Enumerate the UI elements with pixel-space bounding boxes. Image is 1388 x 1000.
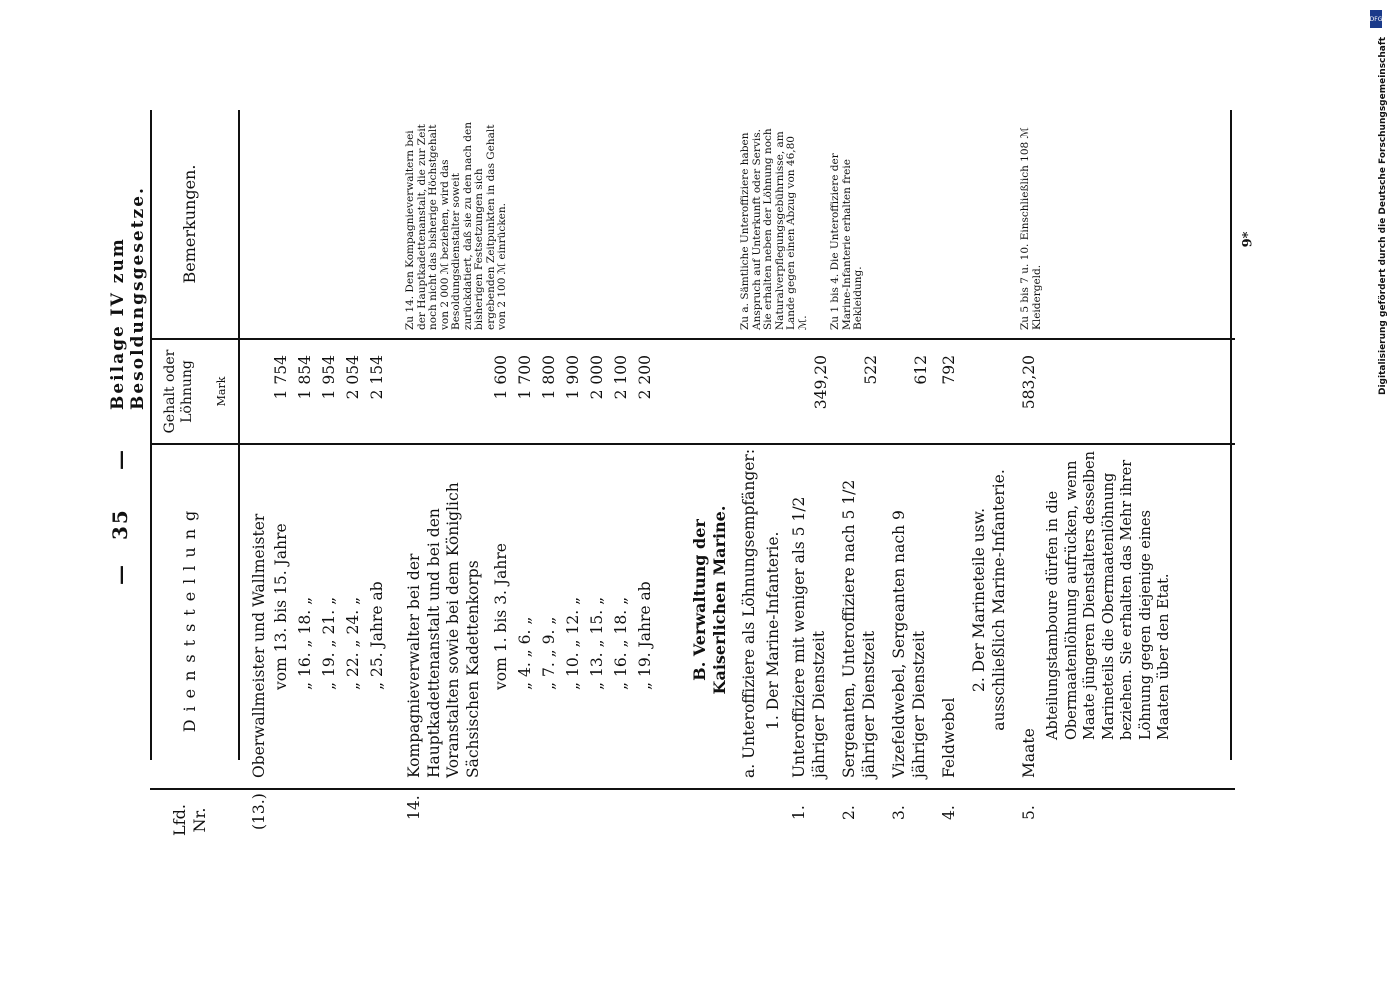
- row-b5-value: 583,20: [1020, 355, 1038, 410]
- col-header-bemerkungen: Bemerkungen.: [180, 164, 199, 284]
- section-b-sub-a: a. Unteroffiziere als Löhnungsempfänger:: [740, 448, 758, 778]
- row-13-step-1: vom 13. bis 15. Jahre: [272, 523, 290, 690]
- col-header-gehalt: Gehalt oder Löhnung: [162, 349, 195, 434]
- col-header-dienststellung: Dienststellung: [180, 502, 199, 733]
- section-b-remark-1-4: Zu 1 bis 4. Die Unteroffiziere der Marine-Infanterie erhalten freie Bekleidung.: [829, 153, 864, 330]
- row-b5-remark: Zu 5 bis 7 u. 10. Einschließlich 108 ℳ Kleidergeld.: [1019, 127, 1043, 330]
- row-13-value-3: 1 954: [320, 355, 338, 400]
- row-14-value-3: 1 800: [540, 355, 558, 400]
- row-13-value-2: 1 854: [296, 355, 314, 400]
- table-bottom-border: [1230, 110, 1232, 760]
- header-dash-right: —: [108, 448, 132, 470]
- row-13-value-5: 2 154: [368, 355, 386, 400]
- row-b1-nr: 1.: [790, 805, 808, 820]
- row-b5-nr: 5.: [1020, 805, 1038, 820]
- row-14-value-5: 2 000: [588, 355, 606, 400]
- digitization-credit: [1366, 36, 1388, 400]
- row-13-step-2: „ 16. „ 18. „: [296, 596, 314, 690]
- header-dash-left: —: [108, 563, 132, 585]
- col-header-lfd-nr: Lfd. Nr.: [170, 804, 209, 836]
- col-divider-bemerkungen: [150, 338, 1235, 340]
- row-b3-text: Vizefeldwebel, Sergeanten nach 9 jähriger Dienstzeit: [890, 510, 928, 778]
- row-14-step-4: „ 10. „ 12. „: [564, 596, 582, 690]
- col-header-mark: Mark: [215, 376, 228, 407]
- section-b-sub-1: 1. Der Marine-Infanterie.: [764, 531, 782, 730]
- row-b3-value: 612: [912, 355, 930, 385]
- row-b2-text: Sergeanten, Unteroffiziere nach 5 1/2 jähriger Dienstzeit: [840, 479, 878, 778]
- row-14-value-7: 2 200: [636, 355, 654, 400]
- row-14-value-6: 2 100: [612, 355, 630, 400]
- row-b3-nr: 3.: [890, 805, 908, 820]
- table-top-border: [150, 110, 152, 760]
- row-b1-value: 349,20: [812, 355, 830, 410]
- row-13-nr: (13.): [250, 793, 268, 830]
- digitization-credit-text: Digitalisierung gefördert durch die Deutsche Forschungsgemeinschaft: [1378, 36, 1388, 395]
- row-14-value-2: 1 700: [516, 355, 534, 400]
- col-divider-gehalt: [150, 443, 1235, 445]
- row-14-step-2: „ 4. „ 6. „: [516, 616, 534, 690]
- row-13-value-1: 1 754: [272, 355, 290, 400]
- row-14-step-5: „ 13. „ 15. „: [588, 596, 606, 690]
- section-b-sub-2: 2. Der Marineteile usw. ausschließlich Marine-Infanterie.: [970, 469, 1008, 731]
- row-14-value-4: 1 900: [564, 355, 582, 400]
- row-14-remark: Zu 14. Den Kompagnieverwaltern bei der Hauptkadettenanstalt, die zur Zeit noch nicht das bisherige Höchstgehalt von 2 000 ℳ beziehen, wird das Besoldungsdienstalter soweit zurückdatiert, daß sie zu den nach den bisherigen Festsetzungen sich ergebenden Zeitpunkten in das Gehalt von 2 100 ℳ einrücken.: [404, 121, 508, 330]
- page-number: 35: [108, 508, 132, 540]
- row-b5-text: Maate: [1020, 728, 1038, 778]
- header-bottom-border: [238, 110, 240, 760]
- row-b4-text: Feldwebel: [940, 697, 958, 778]
- row-b4-nr: 4.: [940, 805, 958, 820]
- row-14-step-6: „ 16. „ 18. „: [612, 596, 630, 690]
- row-b5-note: Abteilungstamboure dürfen in die Obermaatenlöhnung aufrücken, wenn Maate jüngeren Dienstalters desselben Marineteils die Obermaatenlöhnung beziehen. Sie erhalten das Mehr ihrer Löhnung gegen diejenige eines Maaten über den Etat.: [1045, 451, 1172, 740]
- row-b2-nr: 2.: [840, 805, 858, 820]
- col-divider-nr: [150, 788, 1235, 790]
- signature-mark: 9*: [1240, 231, 1256, 248]
- rotated-page-content: [100, 110, 1200, 890]
- row-b2-value: 522: [862, 355, 880, 385]
- row-b4-value: 792: [940, 355, 958, 385]
- dfg-logo: DFG: [1370, 10, 1382, 28]
- row-14-step-1: vom 1. bis 3. Jahre: [492, 543, 510, 690]
- row-14-step-3: „ 7. „ 9. „: [540, 616, 558, 690]
- section-b-remark-a: Zu a. Sämtliche Unteroffiziere haben Anspruch auf Unterkunft oder Servis. Sie erhalten neben der Löhnung noch Naturalverpflegungsgebührnisse, am Lande gegen einen Abzug von 46,80 ℳ.: [739, 128, 809, 330]
- row-13-step-5: „ 25. Jahre ab: [368, 581, 386, 690]
- row-13-step-3: „ 19. „ 21. „: [320, 596, 338, 690]
- section-b-title: B. Verwaltung der Kaiserlichen Marine.: [690, 505, 729, 695]
- row-14-step-7: „ 19. Jahre ab: [636, 581, 654, 690]
- row-14-title: Kompagnieverwalter bei der Hauptkadettenanstalt und bei den Voranstalten sowie bei dem Königlich Sächsischen Kadettenkorps: [405, 482, 482, 778]
- row-14-value-1: 1 600: [492, 355, 510, 400]
- row-13-title: Oberwallmeister und Wallmeister: [250, 513, 268, 778]
- page-title: Beilage IV zum Besoldungsgesetze.: [108, 186, 148, 410]
- row-b1-text: Unteroffiziere mit weniger als 5 1/2 jähriger Dienstzeit: [790, 496, 828, 778]
- row-13-value-4: 2 054: [344, 355, 362, 400]
- row-14-nr: 14.: [405, 795, 423, 820]
- row-13-step-4: „ 22. „ 24. „: [344, 596, 362, 690]
